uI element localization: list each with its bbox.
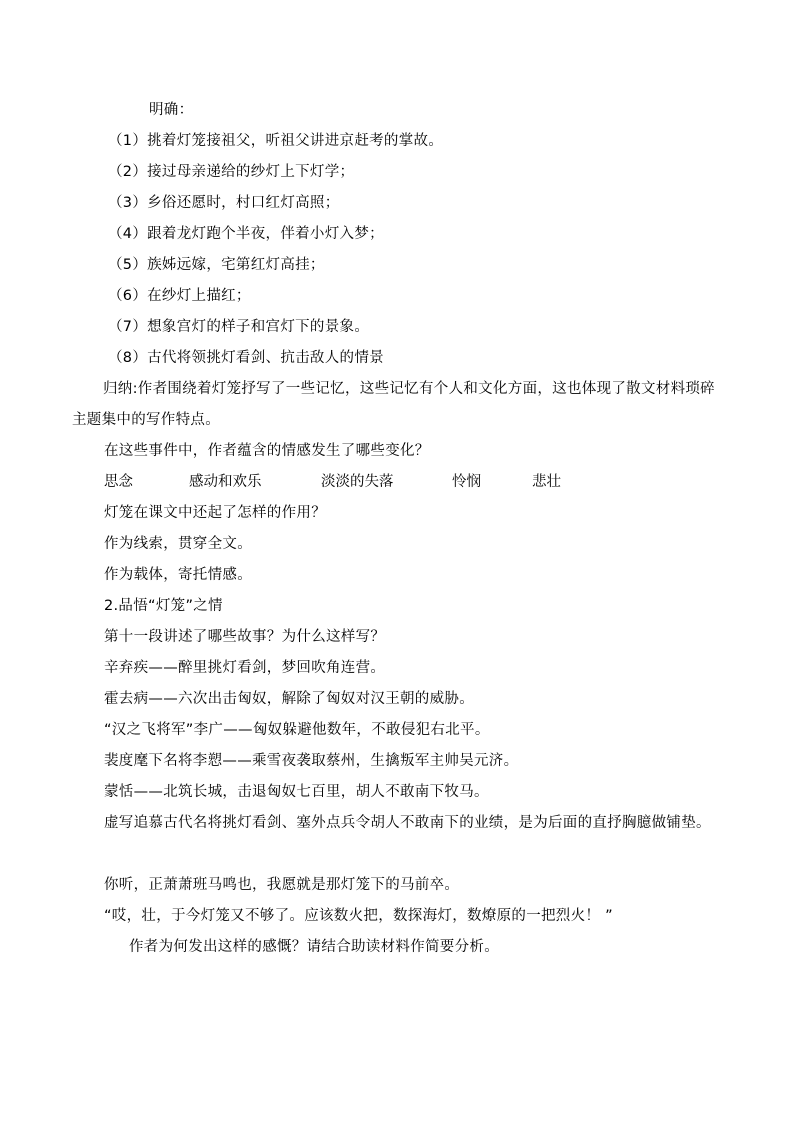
list-item-2: （2）接过母亲递给的纱灯上下灯学；	[108, 164, 355, 180]
list-item-5: （5）族姊远嫁，宅第红灯高挂；	[108, 257, 325, 273]
emotion-moved-joy: 感动和欢乐	[189, 474, 262, 490]
story-meng-tian: 蒙恬——北筑长城，击退匈奴七百里，胡人不敢南下牧马。	[104, 784, 489, 800]
quote-lanterns-not-enough: “哎，壮，于今灯笼又不够了。应该数火把，数探海灯，数燎原的一把烈火！ ”	[104, 908, 613, 924]
emotion-solemn: 悲壮	[532, 474, 561, 490]
story-summary-paragraph: 虚写追慕古代名将挑灯看剑、塞外点兵令胡人不敢南下的业绩，是为后面的直抒胸臆做铺垫。	[104, 815, 711, 831]
story-li-guang: “汉之飞将军”李广——匈奴躲避他数年，不敢侵犯右北平。	[104, 722, 490, 738]
list-item-4: （4）跟着龙灯跑个半夜，伴着小灯入梦；	[108, 226, 384, 242]
emotion-pity: 怜悯	[452, 474, 481, 490]
question-emotion: 在这些事件中，作者蕴含的情感发生了哪些变化？	[104, 443, 430, 459]
list-item-8: （8）古代将领挑灯看剑、抗击敌人的情景	[108, 350, 384, 366]
role-answer-carrier: 作为载体，寄托情感。	[104, 567, 252, 583]
question-role: 灯笼在课文中还起了怎样的作用？	[104, 505, 326, 521]
story-li-su: 裴度麾下名将李愬——乘雪夜袭取蔡州，生擒叛军主帅吴元济。	[104, 753, 519, 769]
quote-horse-soldier: 你听，正萧萧班马鸣也，我愿就是那灯笼下的马前卒。	[104, 877, 460, 893]
role-answer-clue: 作为线索，贯穿全文。	[104, 536, 252, 552]
emotion-faint-loss: 淡淡的失落	[321, 474, 394, 490]
heading-clarify: 明确：	[149, 102, 194, 118]
section-title: 2.品悟“灯笼”之情	[104, 598, 223, 614]
list-item-6: （6）在纱灯上描红；	[108, 288, 251, 304]
question-story: 第十一段讲述了哪些故事？为什么这样写？	[104, 629, 386, 645]
list-item-7: （7）想象宫灯的样子和宫灯下的景象。	[108, 319, 370, 335]
summary-paragraph: 归纳:作者围绕着灯笼抒写了一些记忆，这些记忆有个人和文化方面，这也体现了散文材料琐碎主题集中的写作特点。	[72, 381, 715, 428]
list-item-3: （3）乡俗还愿时，村口红灯高照；	[108, 195, 340, 211]
list-item-1: （1）挑着灯笼接祖父，听祖父讲进京赶考的掌故。	[108, 133, 444, 149]
emotion-longing: 思念	[104, 474, 133, 490]
final-question: 作者为何发出这样的感慨？请结合助读材料作简要分析。	[129, 939, 499, 955]
story-huo-qubing: 霍去病——六次出击匈奴，解除了匈奴对汉王朝的威胁。	[104, 691, 474, 707]
story-xin-qiji: 辛弃疾——醉里挑灯看剑，梦回吹角连营。	[104, 660, 386, 676]
